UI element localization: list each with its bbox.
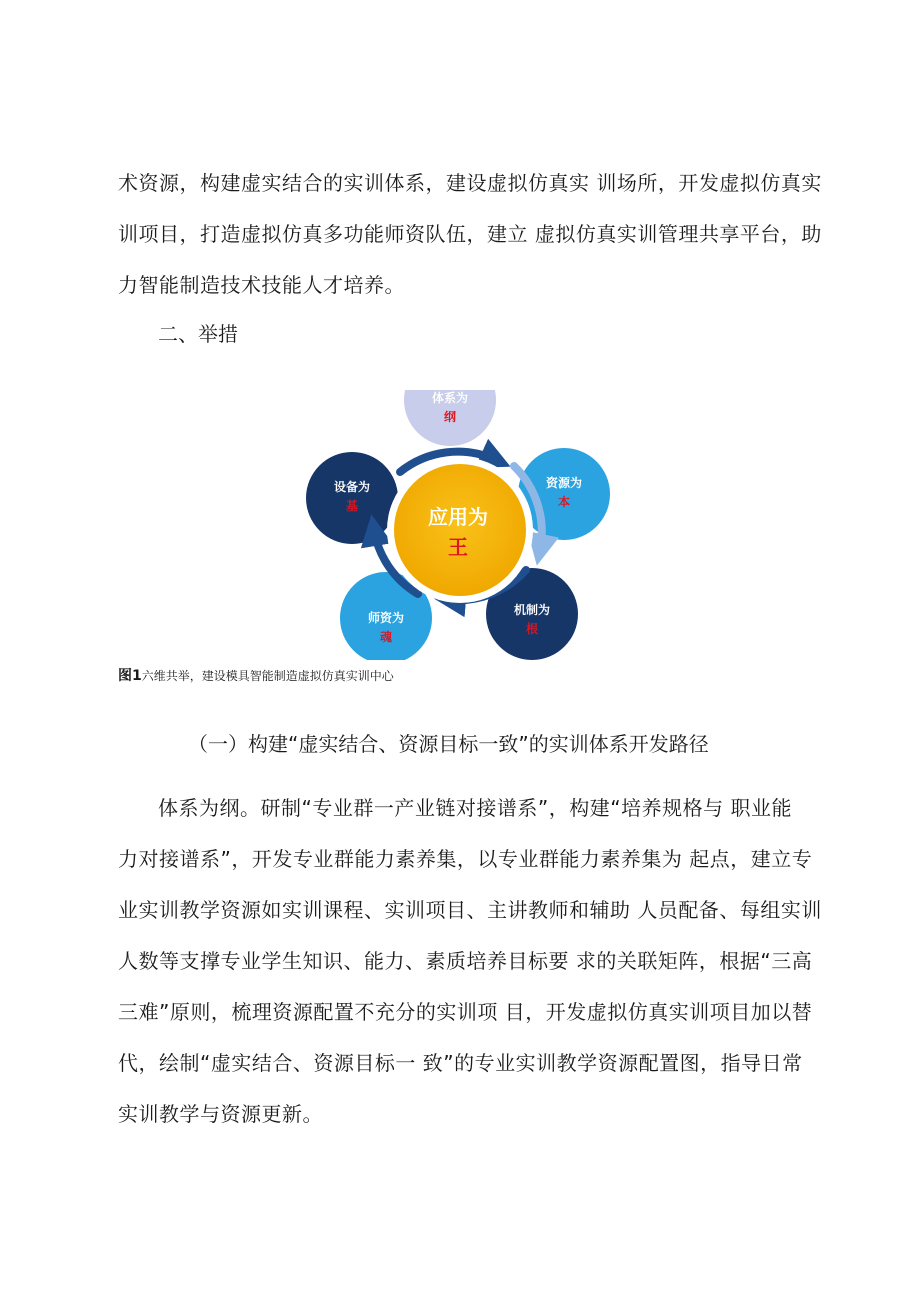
node-shebei-line2: 基 <box>345 499 359 513</box>
subsection-heading: （一）构建“虚实结合、资源目标一致”的实训体系开发路径 <box>188 732 709 756</box>
node-shizi-line1: 师资为 <box>367 611 405 625</box>
section-heading: 二、举措 <box>158 322 238 346</box>
node-ziyuan-line1: 资源为 <box>545 476 583 490</box>
center-line2: 王 <box>448 535 468 559</box>
six-dimension-diagram <box>300 390 620 660</box>
caption-text: 六维共举，建设模具智能制造虚拟仿真实训中心 <box>141 669 394 683</box>
body-line: 体系为纲。研制“专业群一产业链对接谱系”，构建“培养规格与 职业能 <box>158 796 792 820</box>
body-line: 代，绘制“虚实结合、资源目标一 致”的专业实训教学资源配置图，指导日常 <box>118 1051 803 1075</box>
intro-line: 力智能制造技术技能人才培养。 <box>118 273 405 297</box>
node-tixi <box>404 390 496 446</box>
body-line: 业实训教学资源如实训课程、实训项目、主讲教师和辅助 人员配备、每组实训 <box>118 898 822 922</box>
intro-line: 术资源，构建虚实结合的实训体系，建设虚拟仿真实 训场所，开发虚拟仿真实 <box>118 171 822 195</box>
body-line: 人数等支撑专业学生知识、能力、素质培养目标要 求的关联矩阵，根据“三高 <box>118 949 813 973</box>
node-tixi-line1: 体系为 <box>431 391 469 405</box>
node-shizi-line2: 魂 <box>379 630 393 644</box>
node-jizhi-line1: 机制为 <box>513 603 551 617</box>
node-shebei <box>306 452 398 544</box>
body-line: 力对接谱系”，开发专业群能力素养集，以专业群能力素养集为 起点，建立专 <box>118 847 813 871</box>
node-jizhi-line2: 根 <box>525 622 539 636</box>
node-tixi-line2: 纲 <box>443 410 457 424</box>
intro-paragraph <box>118 158 822 311</box>
body-line: 三难”原则，梳理资源配置不充分的实训项 目，开发虚拟仿真实训项目加以替 <box>118 1000 813 1024</box>
node-shebei-line1: 设备为 <box>333 480 371 494</box>
body-paragraph <box>118 783 822 1140</box>
center-line1: 应用为 <box>428 505 488 529</box>
center-node <box>387 457 533 603</box>
intro-line: 训项目，打造虚拟仿真多功能师资队伍，建立 虚拟仿真实训管理共享平台，助 <box>118 222 822 246</box>
figure-caption <box>118 668 394 684</box>
caption-number: 图1 <box>118 668 142 684</box>
node-ziyuan-line2: 本 <box>557 495 571 509</box>
body-line: 实训教学与资源更新。 <box>118 1102 323 1126</box>
